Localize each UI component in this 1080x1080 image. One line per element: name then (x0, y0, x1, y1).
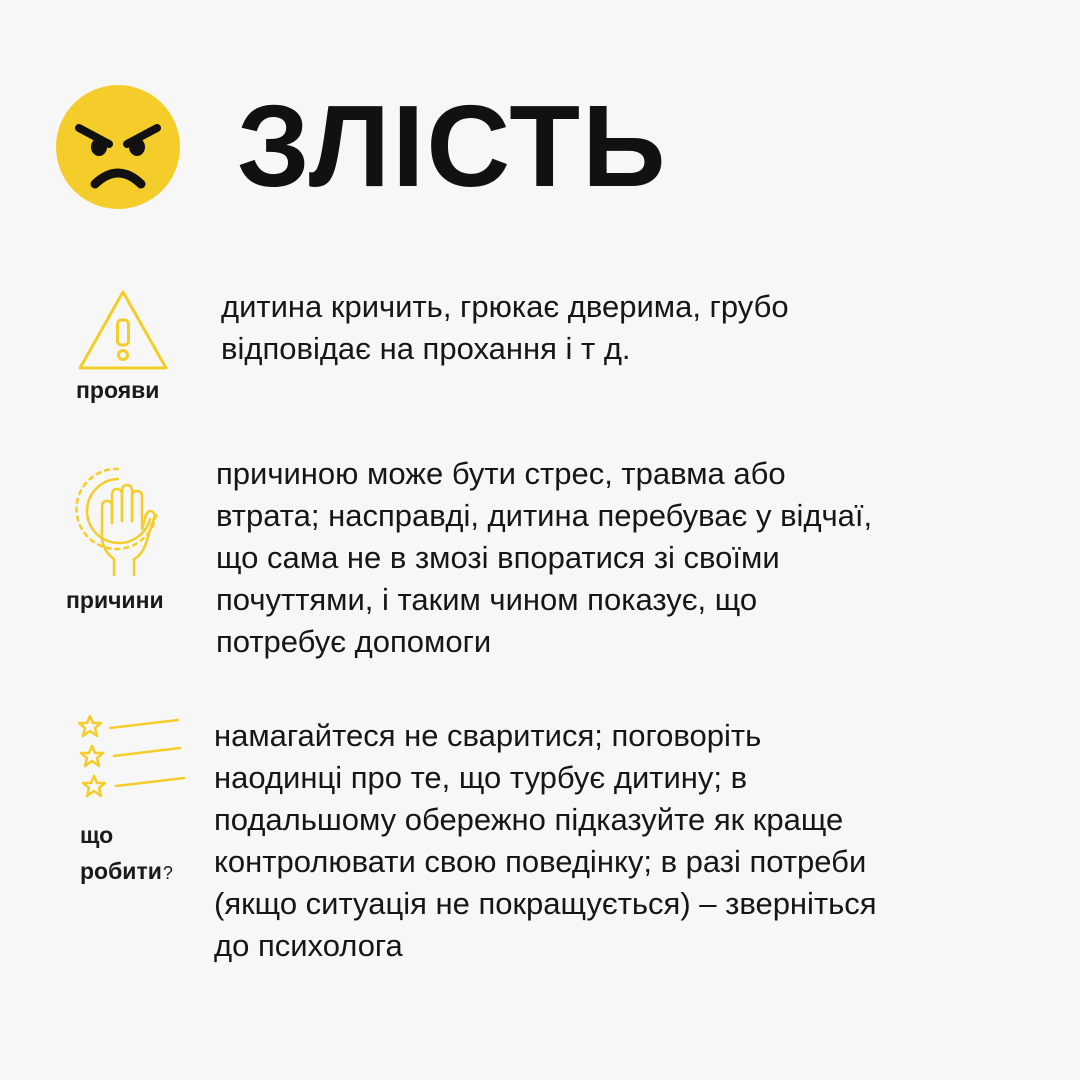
angry-face-icon (55, 84, 181, 210)
section-text-what-to-do (214, 715, 877, 967)
section-caption-what-to-do (80, 820, 173, 888)
text-line: до психолога (214, 928, 403, 963)
text-line: потребує допомоги (216, 624, 492, 659)
caption-text: робити (80, 858, 162, 884)
text-line: втрата; насправді, дитина перебуває у відчаї, (216, 498, 873, 533)
text-line: відповідає на прохання і т д. (221, 331, 631, 366)
section-text-manifestations (221, 286, 789, 370)
text-line: намагайтеся не сваритися; поговоріть (214, 718, 762, 753)
warning-triangle-icon (76, 288, 170, 372)
header (55, 84, 181, 210)
page-title: ЗЛІСТЬ (237, 81, 668, 211)
text-line: подальшому обережно підказуйте як краще (214, 802, 844, 837)
raised-hand-icon (72, 463, 164, 581)
text-line: що сама не в змозі впоратися зі своїми (216, 540, 780, 575)
caption-line: що (80, 822, 114, 848)
text-line: наодинці про те, що турбує дитину; в (214, 760, 748, 795)
text-line: причиною може бути стрес, травма або (216, 456, 786, 491)
text-line: контролювати свою поведінку; в разі потреби (214, 844, 867, 879)
section-text-causes (216, 453, 872, 663)
star-list-icon (76, 712, 186, 806)
text-line: дитина кричить, грюкає дверима, грубо (221, 289, 789, 324)
text-line: почуттями, і таким чином показує, що (216, 582, 758, 617)
section-caption-manifestations: прояви (76, 377, 160, 403)
text-line: (якщо ситуація не покращується) – зверніться (214, 886, 877, 921)
caption-line (80, 856, 173, 888)
section-caption-causes: причини (66, 587, 164, 613)
question-mark: ? (162, 863, 173, 883)
